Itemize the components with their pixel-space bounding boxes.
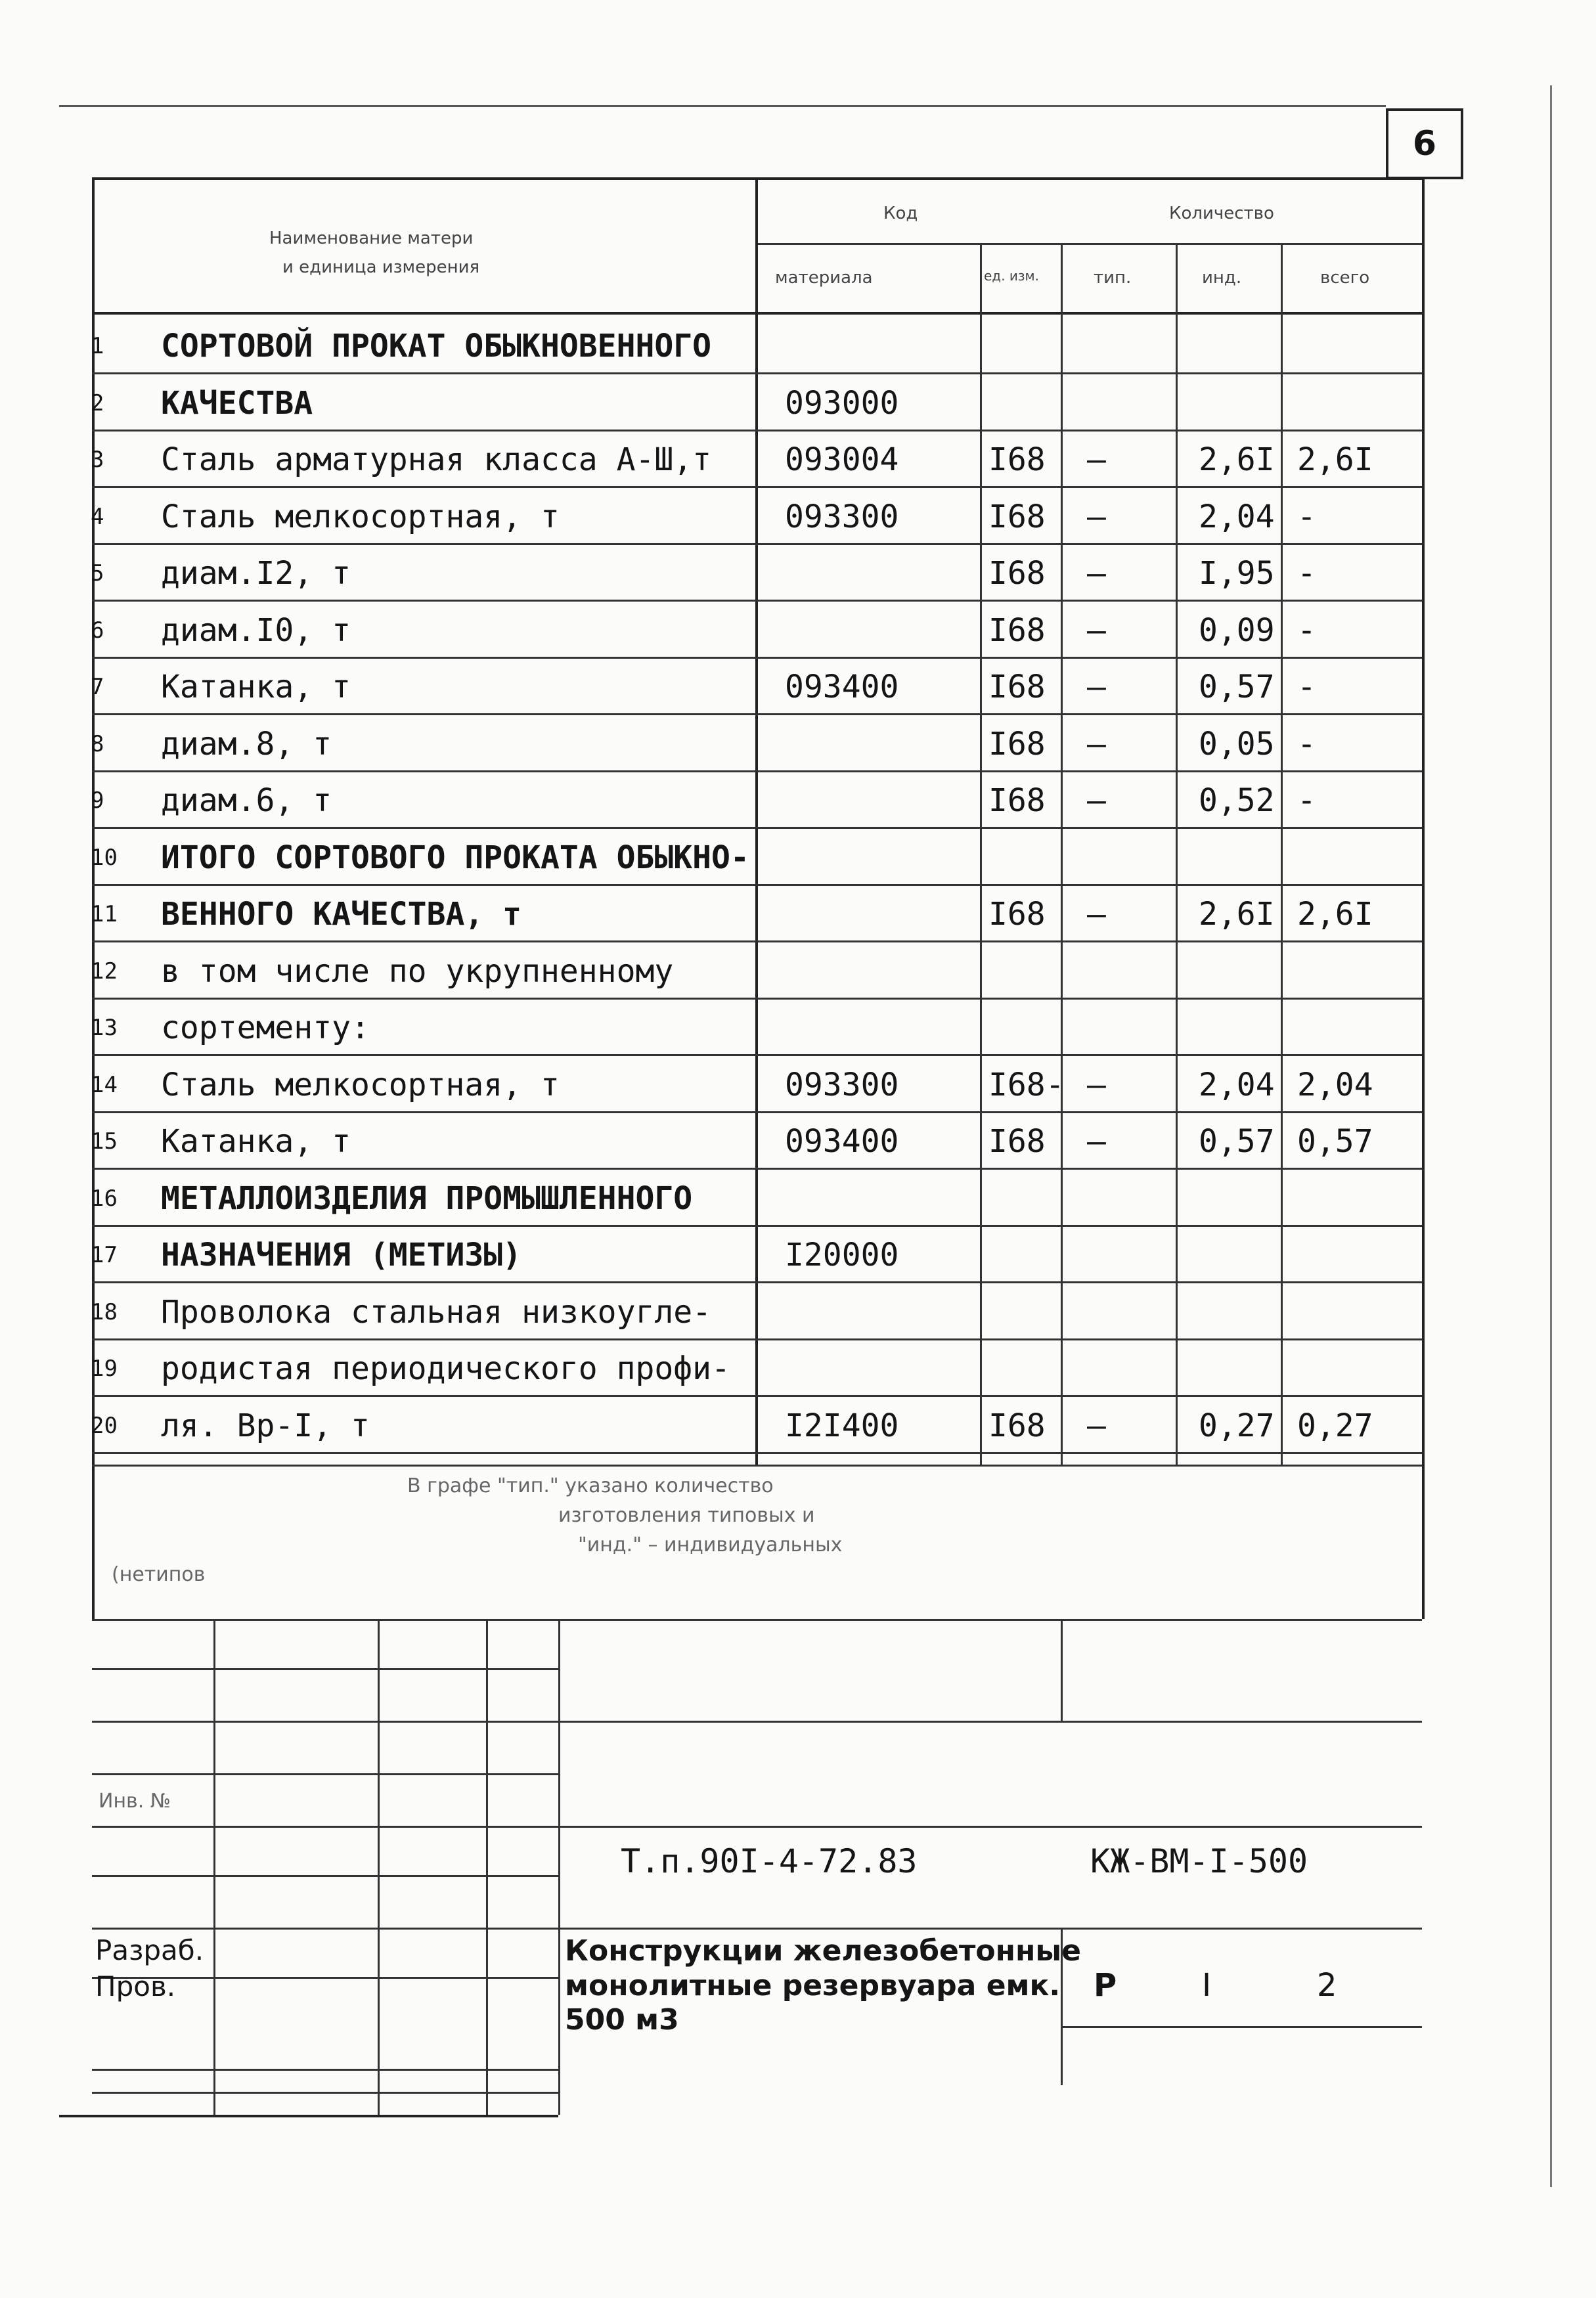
header-ind: инд.: [1202, 268, 1242, 288]
row-5-total: -: [1297, 555, 1316, 592]
header-name-line2: и единица измерения: [282, 257, 480, 277]
row-7-number: 7: [91, 674, 104, 700]
row-9-unit: I68: [988, 782, 1046, 819]
row-5-separator: [92, 600, 1422, 602]
row-6-number: 6: [91, 617, 104, 644]
row-14-number: 14: [91, 1072, 118, 1098]
row-14-total: 2,04: [1297, 1067, 1373, 1103]
row-16-separator: [92, 1225, 1422, 1227]
stamp-top-border: [92, 1619, 1422, 1621]
stamp-line-d: [92, 1826, 1422, 1828]
row-2-code: 093000: [785, 385, 899, 422]
row-5-ind: I,95: [1199, 555, 1275, 592]
row-5-number: 5: [91, 560, 104, 586]
row-20-separator: [92, 1452, 1422, 1454]
header-name-line1: Наименование матери: [269, 229, 474, 248]
page-top-line: [59, 105, 1386, 107]
row-9-number: 9: [91, 787, 104, 814]
row-13-number: 13: [91, 1015, 118, 1041]
row-15-ind: 0,57: [1199, 1123, 1275, 1160]
row-4-total: -: [1297, 498, 1316, 535]
row-17-code: I20000: [785, 1237, 899, 1273]
header-quantity: Количество: [1169, 204, 1274, 223]
header-unit: ед. изм.: [984, 268, 1039, 284]
row-2-name: КАЧЕСТВА: [161, 385, 313, 422]
stamp-line-h: [1061, 2026, 1422, 2028]
row-15-unit: I68: [988, 1123, 1046, 1160]
row-2-separator: [92, 430, 1422, 431]
row-8-total: -: [1297, 726, 1316, 762]
row-14-name: Сталь мелкосортная, т: [161, 1067, 560, 1103]
row-4-typ: –: [1087, 498, 1106, 535]
stamp-bottom-border: [59, 2115, 558, 2117]
stamp-line-f: [92, 1928, 1422, 1930]
row-6-separator: [92, 657, 1422, 659]
row-11-separator: [92, 940, 1422, 942]
project-title-line2: монолитные резервуара емк.: [565, 1969, 1061, 2002]
row-11-name: ВЕННОГО КАЧЕСТВА, т: [161, 896, 522, 933]
row-1-number: 1: [91, 333, 104, 359]
row-17-number: 17: [91, 1242, 118, 1268]
row-5-typ: –: [1087, 555, 1106, 592]
row-15-separator: [92, 1168, 1422, 1170]
row-9-separator: [92, 827, 1422, 829]
row-18-name: Проволока стальная низкоугле-: [161, 1294, 712, 1331]
stamp-col-2: [378, 1619, 380, 2115]
row-18-number: 18: [91, 1299, 118, 1325]
row-12-name: в том числе по укрупненному: [161, 953, 674, 990]
row-4-name: Сталь мелкосортная, т: [161, 498, 560, 535]
row-7-ind: 0,57: [1199, 669, 1275, 705]
row-4-separator: [92, 543, 1422, 545]
note-line4: (нетипов: [112, 1563, 206, 1586]
sheet-code: КЖ-ВМ-I-500: [1090, 1842, 1308, 1880]
page-number: 6: [1386, 108, 1463, 179]
stage-value: Р: [1094, 1967, 1117, 2004]
header-total: всего: [1320, 268, 1370, 288]
row-5-unit: I68: [988, 555, 1046, 592]
row-12-number: 12: [91, 958, 118, 984]
row-11-typ: –: [1087, 896, 1106, 933]
row-9-total: -: [1297, 782, 1316, 819]
row-14-code: 093300: [785, 1067, 899, 1103]
row-15-name: Катанка, т: [161, 1123, 351, 1160]
stamp-line-a: [92, 1668, 558, 1670]
stamp-line-b: [92, 1721, 1422, 1723]
row-14-separator: [92, 1111, 1422, 1113]
row-1-separator: [92, 372, 1422, 374]
stamp-col-4: [558, 1619, 560, 2115]
sheets-total-value: 2: [1317, 1967, 1337, 2004]
row-4-number: 4: [91, 504, 104, 530]
row-20-typ: –: [1087, 1407, 1106, 1444]
row-13-separator: [92, 1054, 1422, 1056]
row-9-name: диам.6, т: [161, 782, 332, 819]
row-16-number: 16: [91, 1185, 118, 1212]
row-20-ind: 0,27: [1199, 1407, 1275, 1444]
row-15-total: 0,57: [1297, 1123, 1373, 1160]
row-2-number: 2: [91, 390, 104, 416]
row-16-name: МЕТАЛЛОИЗДЕЛИЯ ПРОМЫШЛЕННОГО: [161, 1180, 693, 1217]
page-right-edge-line: [1550, 85, 1552, 2187]
row-6-name: диам.I0, т: [161, 612, 351, 649]
row-3-code: 093004: [785, 441, 899, 478]
header-typ: тип.: [1094, 268, 1132, 288]
row-12-separator: [92, 998, 1422, 1000]
row-8-typ: –: [1087, 726, 1106, 762]
row-17-name: НАЗНАЧЕНИЯ (МЕТИЗЫ): [161, 1237, 522, 1273]
row-15-code: 093400: [785, 1123, 899, 1160]
row-7-name: Катанка, т: [161, 669, 351, 705]
row-8-unit: I68: [988, 726, 1046, 762]
row-18-separator: [92, 1338, 1422, 1340]
row-14-typ: –: [1087, 1067, 1106, 1103]
row-11-total: 2,6I: [1297, 896, 1373, 933]
row-8-ind: 0,05: [1199, 726, 1275, 762]
stamp-line-e: [92, 1875, 558, 1877]
row-10-separator: [92, 884, 1422, 886]
row-6-typ: –: [1087, 612, 1106, 649]
stamp-col-5: [1061, 1619, 1063, 1721]
note-line1: В графе "тип." указано количество: [407, 1474, 774, 1497]
sheet-value: I: [1202, 1967, 1212, 2004]
row-11-unit: I68: [988, 896, 1046, 933]
row-10-name: ИТОГО СОРТОВОГО ПРОКАТА ОБЫКНО-: [161, 839, 749, 876]
row-11-number: 11: [91, 901, 118, 927]
row-19-number: 19: [91, 1356, 118, 1382]
project-title-line3: 500 м3: [565, 2003, 679, 2037]
header-code: Код: [883, 204, 918, 223]
col-divider-name: [755, 177, 758, 1465]
note-line2: изготовления типовых и: [558, 1504, 815, 1527]
stamp-line-i: [92, 2069, 558, 2071]
row-3-total: 2,6I: [1297, 441, 1373, 478]
stamp-line-c: [92, 1773, 558, 1775]
row-8-number: 8: [91, 731, 104, 757]
row-3-typ: –: [1087, 441, 1106, 478]
row-6-ind: 0,09: [1199, 612, 1275, 649]
table-right-border: [1422, 177, 1425, 1619]
row-6-unit: I68: [988, 612, 1046, 649]
stamp-col-1: [213, 1619, 215, 2115]
row-4-code: 093300: [785, 498, 899, 535]
row-4-ind: 2,04: [1199, 498, 1275, 535]
checked-by-label: Пров.: [95, 1970, 176, 2002]
row-14-ind: 2,04: [1199, 1067, 1275, 1103]
inventory-number-label: Инв. №: [99, 1790, 171, 1813]
row-20-code: I2I400: [785, 1407, 899, 1444]
row-8-separator: [92, 770, 1422, 772]
row-20-number: 20: [91, 1413, 118, 1439]
row-10-number: 10: [91, 845, 118, 871]
stamp-line-j: [92, 2092, 558, 2094]
row-11-ind: 2,6I: [1199, 896, 1275, 933]
row-15-typ: –: [1087, 1123, 1106, 1160]
header-subdivider: [755, 243, 1422, 245]
developed-by-label: Разраб.: [95, 1934, 204, 1966]
row-19-name: родистая периодического профи-: [161, 1350, 730, 1387]
row-3-ind: 2,6I: [1199, 441, 1275, 478]
row-3-separator: [92, 486, 1422, 488]
row-14-unit: I68-: [988, 1067, 1065, 1103]
row-20-unit: I68: [988, 1407, 1046, 1444]
row-6-total: -: [1297, 612, 1316, 649]
row-15-number: 15: [91, 1128, 118, 1155]
row-20-total: 0,27: [1297, 1407, 1373, 1444]
row-7-unit: I68: [988, 669, 1046, 705]
row-1-name: СОРТОВОЙ ПРОКАТ ОБЫКНОВЕННОГО: [161, 328, 712, 365]
notes-top-border: [92, 1465, 1422, 1467]
row-19-separator: [92, 1395, 1422, 1397]
stamp-col-3: [486, 1619, 488, 2115]
row-7-typ: –: [1087, 669, 1106, 705]
row-3-number: 3: [91, 447, 104, 473]
row-20-name: ля. Вр-I, т: [161, 1407, 370, 1444]
row-3-unit: I68: [988, 441, 1046, 478]
document-code: Т.п.90I-4-72.83: [621, 1842, 918, 1880]
row-7-separator: [92, 713, 1422, 715]
row-3-name: Сталь арматурная класса А-Ш,т: [161, 441, 712, 478]
row-7-total: -: [1297, 669, 1316, 705]
header-material: материала: [775, 268, 873, 288]
row-7-code: 093400: [785, 669, 899, 705]
row-13-name: сортементу:: [161, 1009, 370, 1046]
row-4-unit: I68: [988, 498, 1046, 535]
row-8-name: диам.8, т: [161, 726, 332, 762]
row-17-separator: [92, 1281, 1422, 1283]
row-9-ind: 0,52: [1199, 782, 1275, 819]
note-line3: "инд." – индивидуальных: [578, 1534, 843, 1557]
row-5-name: диам.I2, т: [161, 555, 351, 592]
row-9-typ: –: [1087, 782, 1106, 819]
project-title-line1: Конструкции железобетонные: [565, 1934, 1082, 1968]
